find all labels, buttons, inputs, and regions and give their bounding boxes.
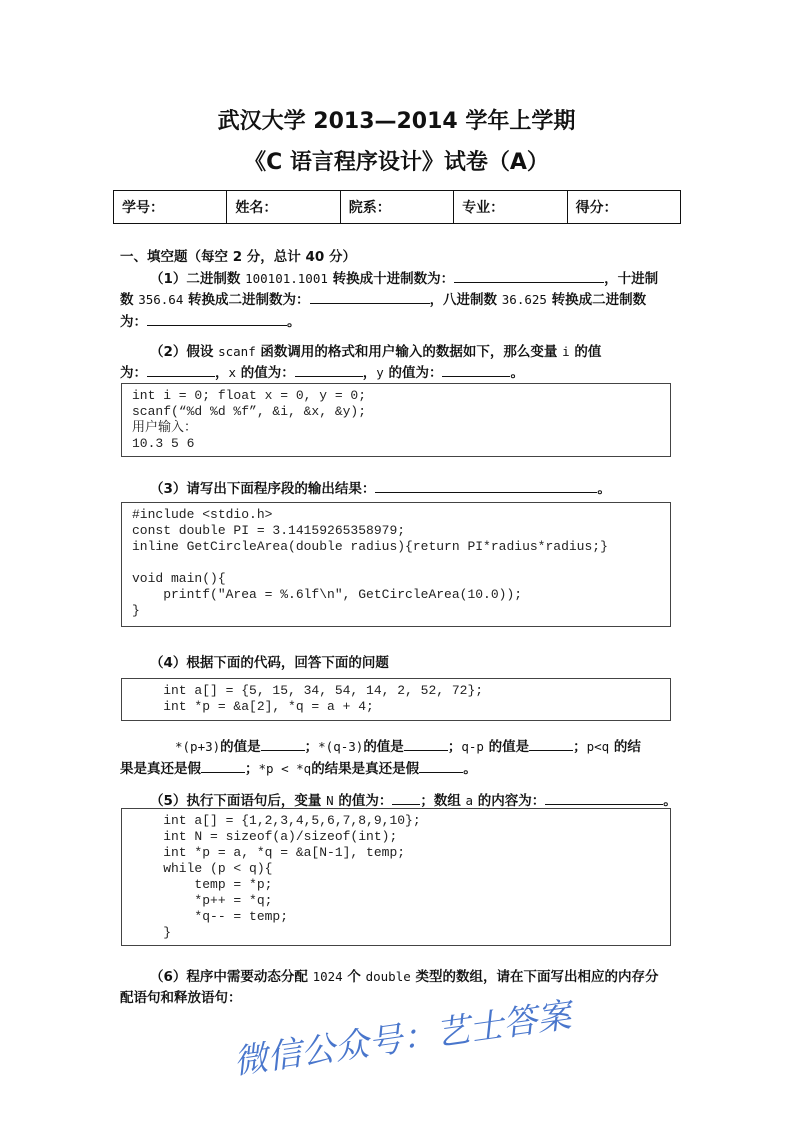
section-heading: 一、填空题（每空 2 分，总计 40 分）	[120, 249, 356, 265]
answer-blank	[310, 290, 430, 304]
answer-blank	[442, 363, 510, 377]
q5-code-block: int a[] = {1,2,3,4,5,6,7,8,9,10}; int N = sizeof(a)/sizeof(int); int *p = a, *q = &a[N-1], temp; while (p < q){ temp = *p; *p++ = *q; *q-- = temp; }	[121, 808, 671, 946]
q2-line1: （2）假设 scanf 函数调用的格式和用户输入的数据如下，那么变量 i 的值	[150, 344, 602, 360]
field-department: 院系：	[340, 191, 453, 224]
q2-line2: 为： ，x 的值为： ，y 的值为： 。	[120, 365, 524, 381]
answer-blank	[147, 312, 287, 326]
watermark: 微信公众号：艺士答案	[231, 995, 574, 1083]
answer-blank	[404, 737, 448, 751]
answer-blank	[419, 759, 463, 773]
q6-line1: （6）程序中需要动态分配 1024 个 double 类型的数组，请在下面写出相应的内存分	[150, 969, 659, 985]
answer-blank	[261, 737, 305, 751]
field-score: 得分：	[567, 191, 680, 224]
q5-line: （5）执行下面语句后，变量 N 的值为： ；数组 a 的内容为： 。	[150, 793, 677, 809]
answer-blank	[375, 479, 597, 493]
answer-blank	[454, 269, 604, 283]
field-major: 专业：	[454, 191, 567, 224]
q4-question-line1: *(p+3)的值是 ；*(q-3)的值是 ；q-p 的值是 ；p<q 的结	[175, 739, 641, 755]
q6-line2: 配语句和释放语句：	[120, 990, 242, 1006]
answer-blank	[392, 791, 420, 805]
exam-subtitle: 《C 语言程序设计》试卷（A）	[244, 150, 549, 175]
field-name: 姓名：	[227, 191, 340, 224]
q4-question-line2: 果是真还是假 ；*p < *q的结果是真还是假 。	[120, 761, 477, 777]
exam-title: 武汉大学 2013—2014 学年上学期	[217, 109, 576, 134]
q1-line1: （1）二进制数 100101.1001 转换成十进制数为： ，十进制	[150, 271, 659, 287]
answer-blank	[529, 737, 573, 751]
field-student-id: 学号：	[114, 191, 227, 224]
q1-line2: 数 356.64 转换成二进制数为： ，八进制数 36.625 转换成二进制数	[120, 292, 647, 308]
q3-code-block: #include <stdio.h> const double PI = 3.14159265358979; inline GetCircleArea(double radius){return PI*radius*radius;} void main(){ printf("Area = %.6lf\n", GetCircleArea(10.0)); }	[121, 502, 671, 627]
q2-code-block: int i = 0; float x = 0, y = 0; scanf(“%d %d %f”, &i, &x, &y); 用户输入： 10.3 5 6	[121, 383, 671, 457]
q3-line: （3）请写出下面程序段的输出结果： 。	[150, 481, 611, 497]
answer-blank	[201, 759, 245, 773]
answer-blank	[545, 791, 663, 805]
q1-line3: 为： 。	[120, 314, 301, 330]
student-info-table	[113, 190, 681, 224]
answer-blank	[147, 363, 215, 377]
q4-line: （4）根据下面的代码，回答下面的问题	[150, 655, 389, 671]
answer-blank	[295, 363, 363, 377]
q4-code-block: int a[] = {5, 15, 34, 54, 14, 2, 52, 72}; int *p = &a[2], *q = a + 4;	[121, 678, 671, 721]
